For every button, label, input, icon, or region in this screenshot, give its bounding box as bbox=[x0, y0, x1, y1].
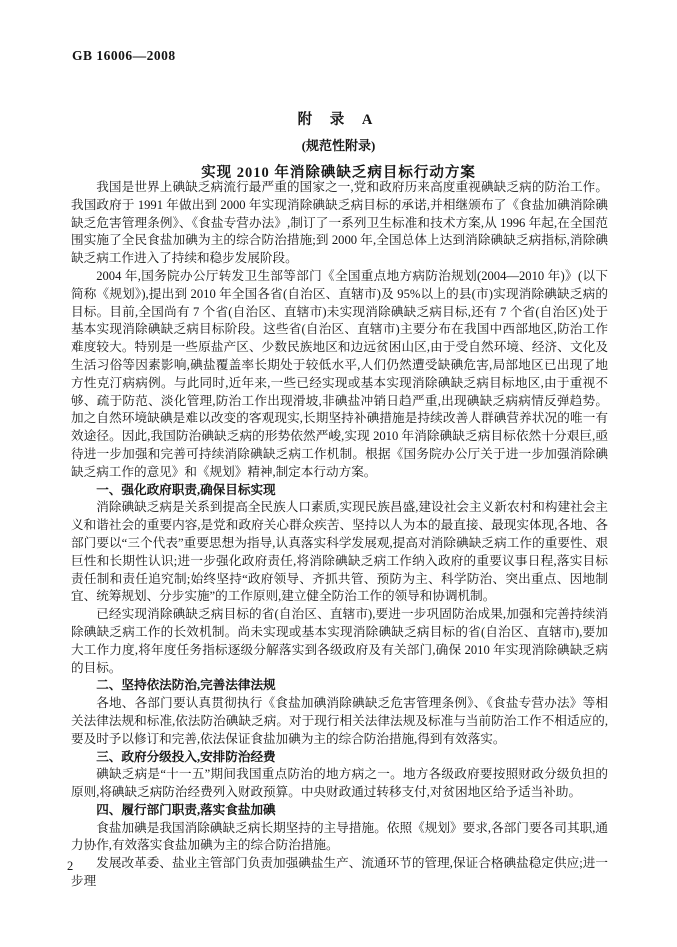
paragraph-section3: 碘缺乏病是“十一五”期间我国重点防治的地方病之一。地方各级政府要按照财政分级负担的原则,将碘缺乏病防治经费列入财政预算。中央财政通过转移支付,对贫困地区给予适当补助。 bbox=[71, 767, 608, 800]
paragraph-intro: 我国是世界上碘缺乏病流行最严重的国家之一,党和政府历来高度重视碘缺乏病的防治工作。我国政府于 1991 年做出到 2000 年实现消除碘缺乏病目标的承诺,并相继颁布了《食盐加碘消除碘缺乏危害管理条例》、《食盐专营办法》,制订了一系列卫生标准和技术方案,从 1996 年起,在全国范围实施了全民食盐加碘为主的综合防治措施;到 2000 年,全国总体上达到消除碘缺乏病指标,消除碘缺乏病工作进入了持续和稳步发展阶段。 bbox=[71, 180, 608, 266]
paragraph-background: 2004 年,国务院办公厅转发卫生部等部门《全国重点地方病防治规划(2004—2010 年)》(以下简称《规划》),提出到 2010 年全国各省(自治区、直辖市)及 95%以上的县(市)实现消除碘缺乏病的目标。目前,全国尚有 7 个省(自治区、直辖市)未实现消除碘缺乏病目标,还有 7 个省(自治区)处于基本实现消除碘缺乏病目标阶段。这些省(自治区、直辖市)主要分布在我国中西部地区,防治工作难度较大。特别是一些原盐产区、少数民族地区和边远贫困山区,由于受自然环境、经济、文化及生活习俗等因素影响,碘盐覆盖率长期处于较低水平,人们仍然遭受缺碘危害,局部地区已出现了地方性克汀病病例。与此同时,近年来,一些已经实现或基本实现消除碘缺乏病目标地区,由于重视不够、疏于防范、淡化管理,防治工作出现滑坡,非碘盐冲销日趋严重,出现碘缺乏病病情反弹趋势。加之自然环境缺碘是难以改变的客观现实,长期坚持补碘措施是持续改善人群碘营养状况的唯一有效途径。因此,我国防治碘缺乏病的形势依然严峻,实现 2010 年消除碘缺乏病目标依然十分艰巨,亟待进一步加强和完善可持续消除碘缺乏病工作机制。根据《国务院办公厅关于进一步加强消除碘缺乏病工作的意见》和《规划》精神,制定本行动方案。 bbox=[71, 268, 608, 479]
paragraph-section1-a: 消除碘缺乏病是关系到提高全民族人口素质,实现民族昌盛,建设社会主义新农村和构建社会主义和谐社会的重要内容,是党和政府关心群众疾苦、坚持以人为本的最直接、最现实体现,各地、各部门要以“三个代表”重要思想为指导,认真落实科学发展观,提高对消除碘缺乏病工作的重要性、艰巨性和长期性认识;进一步强化政府责任,将消除碘缺乏病工作纳入政府的重要议事日程,落实目标责任制和责任追究制;始终坚持“政府领导、齐抓共管、预防为主、科学防治、突出重点、因地制宜、统筹规划、分步实施”的工作原则,建立健全防治工作的领导和协调机制。 bbox=[71, 500, 608, 604]
appendix-type-note: (规范性附录) bbox=[301, 138, 376, 153]
paragraph-section1-b: 已经实现消除碘缺乏病目标的省(自治区、直辖市),要进一步巩固防治成果,加强和完善持续消除碘缺乏病工作的长效机制。尚未实现或基本实现消除碘缺乏病目标的省(自治区、直辖市),要加大工作力度,将年度任务指标逐级分解落实到各级政府及有关部门,确保 2010 年实现消除碘缺乏病的目标。 bbox=[71, 607, 608, 675]
section-heading-3: 三、政府分级投入,安排防治经费 bbox=[96, 749, 276, 764]
document-title: 实现 2010 年消除碘缺乏病目标行动方案 bbox=[201, 165, 476, 181]
section-heading-4: 四、履行部门职责,落实食盐加碘 bbox=[96, 802, 276, 817]
document-body bbox=[71, 179, 608, 891]
paragraph-section2: 各地、各部门要认真贯彻执行《食盐加碘消除碘缺乏危害管理条例》、《食盐专营办法》等相关法律法规和标准,依法防治碘缺乏病。对于现行相关法律法规及标准与当前防治工作不相适应的,要及时予以修订和完善,依法保证食盐加碘为主的综合防治措施,得到有效落实。 bbox=[71, 696, 608, 746]
paragraph-section4-b: 发展改革委、盐业主管部门负责加强碘盐生产、流通环节的管理,保证合格碘盐稳定供应;进一步理 bbox=[71, 856, 608, 889]
appendix-label: 附 录 A bbox=[297, 112, 380, 128]
standard-number: GB 16006—2008 bbox=[72, 48, 176, 63]
title-block bbox=[0, 108, 677, 182]
section-heading-2: 二、坚持依法防治,完善法律法规 bbox=[96, 678, 276, 693]
section-heading-1: 一、强化政府职责,确保目标实现 bbox=[96, 482, 276, 497]
page-number: 2 bbox=[67, 859, 74, 873]
paragraph-section4-a: 食盐加碘是我国消除碘缺乏病长期坚持的主导措施。依照《规划》要求,各部门要各司其职,通力协作,有效落实食盐加碘为主的综合防治措施。 bbox=[71, 820, 608, 853]
